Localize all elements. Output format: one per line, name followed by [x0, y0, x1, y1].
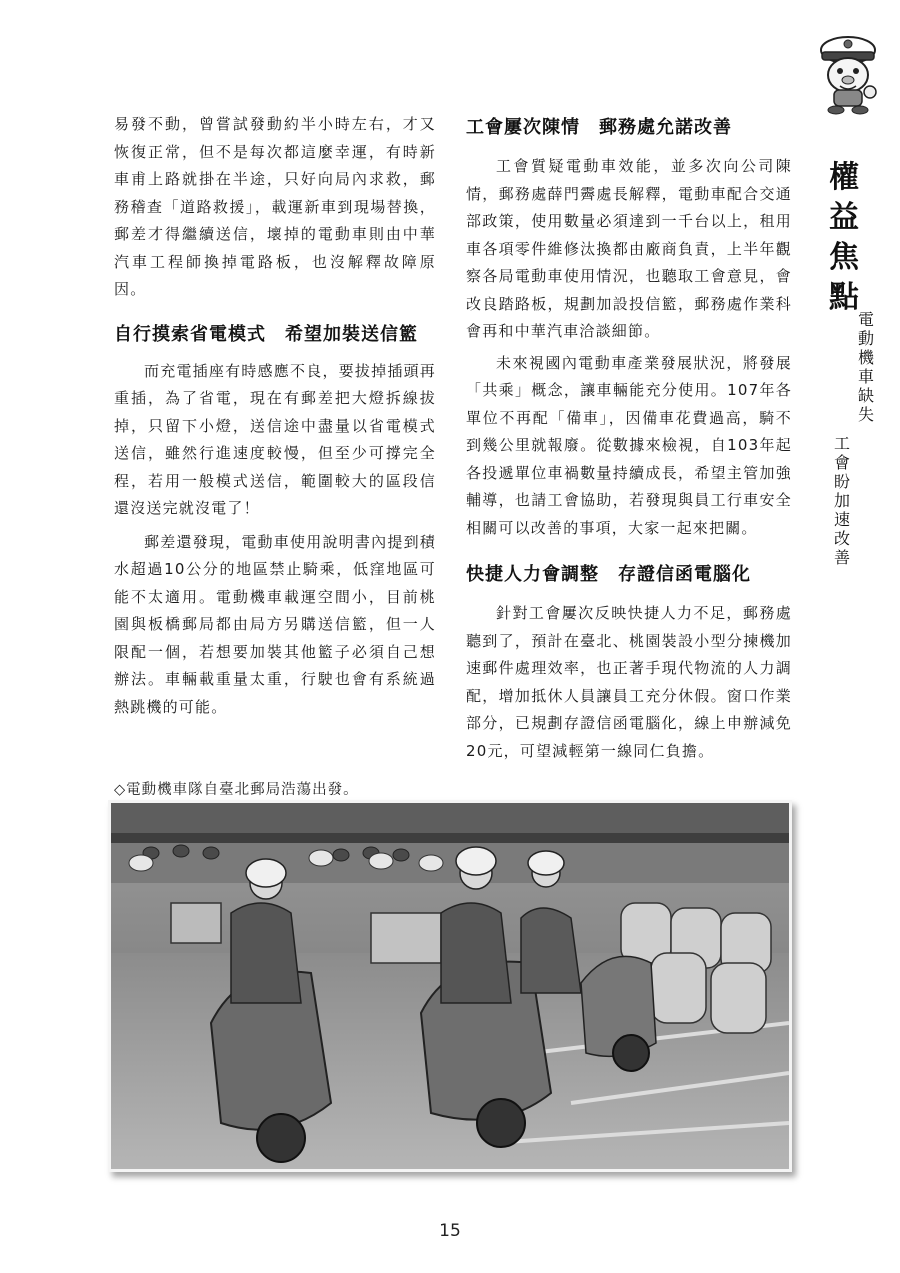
sidebar-subtitle-char: 加 — [833, 491, 850, 510]
photo — [108, 800, 792, 1172]
sidebar-subtitle-char: 機 — [857, 348, 874, 367]
sidebar-subtitle-char: 改 — [833, 529, 850, 548]
sidebar-subtitle-char: 失 — [857, 405, 874, 424]
scooter-fleet-photo — [111, 803, 789, 1169]
article-paragraph: 未來視國內電動車產業發展狀況，將發展「共乘」概念，讓車輛能充分使用。107年各單位不再配「備車」，因備車花費過高，騎不到幾公里就報廢。從數據來檢視，自103年起各投遞單位車禍數量持續成長，希望主管加強輔導，也請工會協助，若發現與員工行車安全相關可以改善的事項，大家一起來把關。 — [466, 353, 792, 537]
sidebar-subtitle-char: 缺 — [857, 386, 874, 405]
sidebar-title-char: 權 — [829, 160, 859, 195]
page-number: 15 — [439, 1221, 461, 1241]
right-column — [466, 111, 792, 765]
section-heading: 快捷人力會調整 存證信函電腦化 — [466, 564, 751, 585]
sidebar-subtitle-char: 工 — [833, 434, 850, 453]
sidebar — [806, 30, 886, 570]
article-paragraph: 針對工會屢次反映快捷人力不足，郵務處聽到了，預計在臺北、桃園裝設小型分揀機加速郵件處理效率，也正著手現代物流的人力調配，增加抵休人員讓員工充分休假。窗口作業部分，已規劃存證信函電腦化，線上申辦減免20元，可望減輕第一線同仁負擔。 — [466, 604, 792, 760]
sidebar-subtitle-2 — [832, 434, 852, 567]
section-heading: 工會屢次陳情 郵務處允諾改善 — [466, 117, 732, 138]
sidebar-subtitle-char: 會 — [833, 453, 850, 472]
sidebar-subtitle-char: 盼 — [833, 472, 850, 491]
sidebar-title-char: 點 — [829, 280, 859, 315]
sidebar-title — [824, 158, 864, 318]
article-paragraph: 工會質疑電動車效能，並多次向公司陳情，郵務處薛門霽處長解釋，電動車配合交通部政策，使用數量必須達到一千台以上，租用車各項零件維修汰換都由廠商負責，上半年觀察各局電動車使用情況，也聽取工會意見，會改良踏路板，規劃加設投信籃，郵務處作業科會再和中華汽車洽談細節。 — [466, 157, 792, 340]
left-column — [114, 111, 436, 721]
sidebar-subtitle-char: 車 — [857, 367, 874, 386]
sidebar-title-char: 焦 — [829, 240, 859, 275]
postman-mascot-icon — [810, 30, 886, 116]
sidebar-subtitle-char: 善 — [833, 548, 850, 567]
article-paragraph: 郵差還發現，電動車使用說明書內提到積水超過10公分的地區禁止騎乘，低窪地區可能不太適用。電動機車載運空間小，目前桃園與板橋郵局都由局方另購送信籃，但一人限配一個，若想要加裝其他籃子必須自己想辦法。車輛載重量太重，行駛也會有系統過熱跳機的可能。 — [114, 532, 436, 716]
article-paragraph: 而充電插座有時感應不良，要拔掉插頭再重插，為了省電，現在有郵差把大燈拆線拔掉，只留下小燈，送信途中盡量以省電模式送信，雖然行進速度較慢，但至少可撐完全程，若用一般模式送信，範圍較大的區段信還沒送完就沒電了！ — [114, 361, 436, 517]
sidebar-subtitle-char: 速 — [833, 510, 850, 529]
sidebar-subtitle-char: 電 — [857, 310, 874, 329]
sidebar-subtitle-1 — [856, 310, 876, 424]
sidebar-subtitle-char: 動 — [857, 329, 874, 348]
section-heading: 自行摸索省電模式 希望加裝送信籃 — [114, 323, 418, 345]
article-paragraph: 易發不動，曾嘗試發動約半小時左右，才又恢復正常，但不是每次都這麼幸運，有時新車甫上路就掛在半途，只好向局內求救，郵務稽查「道路救援」，載運新車到現場替換，郵差才得繼續送信，壞掉的電動車則由中華汽車工程師換掉電路板，也沒解釋故障原因。 — [114, 115, 436, 298]
sidebar-title-char: 益 — [829, 200, 859, 235]
photo-caption: ◇電動機車隊自臺北郵局浩蕩出發。 — [114, 782, 359, 798]
